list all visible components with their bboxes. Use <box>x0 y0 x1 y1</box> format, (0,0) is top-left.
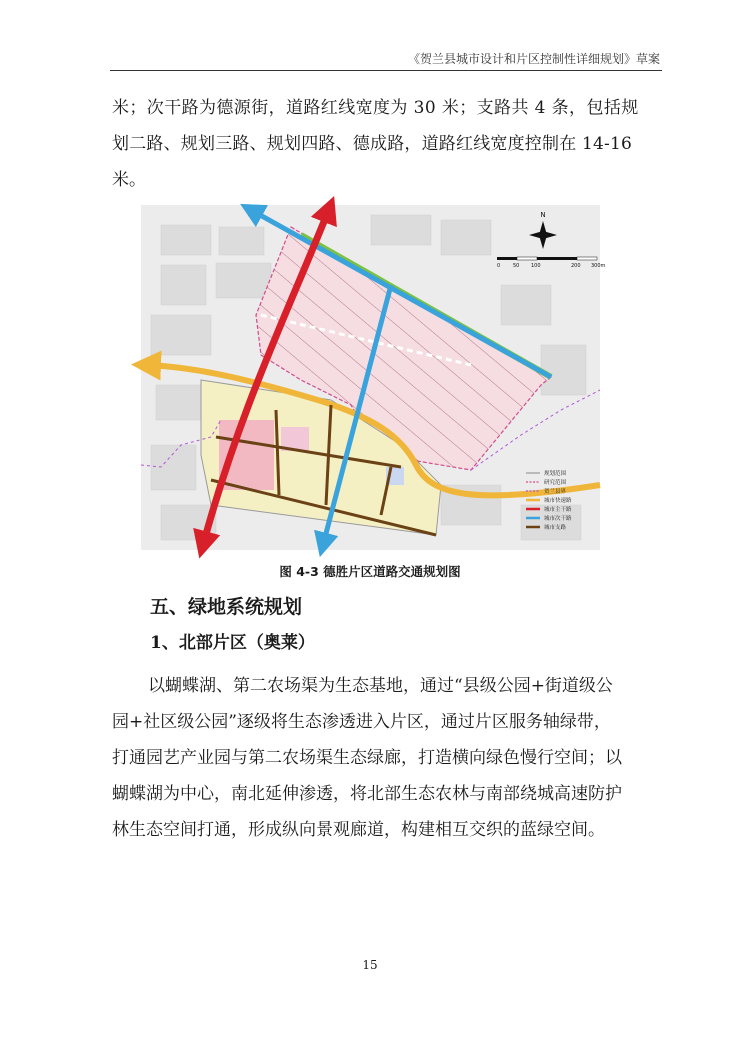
legend-label: 贺兰县界 <box>544 489 567 495</box>
legend-label: 规划范围 <box>544 471 567 477</box>
text-line: 米。 <box>112 170 146 190</box>
text-line: 蝴蝶湖为中心，南北延伸渗透，将北部生态农林与南部绕城高速防护 <box>112 784 622 804</box>
header-rule <box>110 70 662 71</box>
road-traffic-map <box>141 205 606 550</box>
section-paragraph <box>112 668 632 848</box>
scale-label: 0 <box>497 263 501 269</box>
scale-label: 50 <box>513 263 520 269</box>
section-subheading: 1、北部片区（奥莱） <box>150 633 315 653</box>
text-line: 划二路、规划三路、规划四路、德成路，道路红线宽度控制在 14-16 <box>112 134 633 154</box>
north-label: N <box>540 211 546 219</box>
figure-caption: 图 4-3 德胜片区道路交通规划图 <box>279 564 461 579</box>
text-line: 园+社区级公园”逐级将生态渗透进入片区，通过片区服务轴绿带， <box>112 712 611 732</box>
legend-label: 城市快速路 <box>544 498 572 504</box>
legend-label: 城市主干路 <box>544 507 572 513</box>
scale-label: 200 <box>571 263 581 269</box>
scale-label: 100 <box>531 263 541 269</box>
text-line: 林生态空间打通，形成纵向景观廊道，构建相互交织的蓝绿空间。 <box>112 820 605 840</box>
map-svg <box>141 205 606 550</box>
legend-label: 研究范围 <box>544 480 567 486</box>
legend-label: 城市次干路 <box>544 516 572 522</box>
legend-label: 城市支路 <box>544 525 567 531</box>
intro-paragraph <box>112 90 639 198</box>
text-line: 米；次干路为德源街，道路红线宽度为 30 米；支路共 4 条，包括规 <box>112 98 639 118</box>
text-line: 以蝴蝶湖、第二农场渠为生态基地，通过“县级公园+街道级公 <box>148 676 613 696</box>
text-line: 打通园艺产业园与第二农场渠生态绿廊，打造横向绿色慢行空间；以 <box>112 748 622 768</box>
section-heading: 五、绿地系统规划 <box>150 596 303 618</box>
scale-label: 300m <box>591 263 606 269</box>
page-number: 15 <box>362 958 378 972</box>
page-header-title: 《贺兰县城市设计和片区控制性详细规划》草案 <box>407 52 660 66</box>
